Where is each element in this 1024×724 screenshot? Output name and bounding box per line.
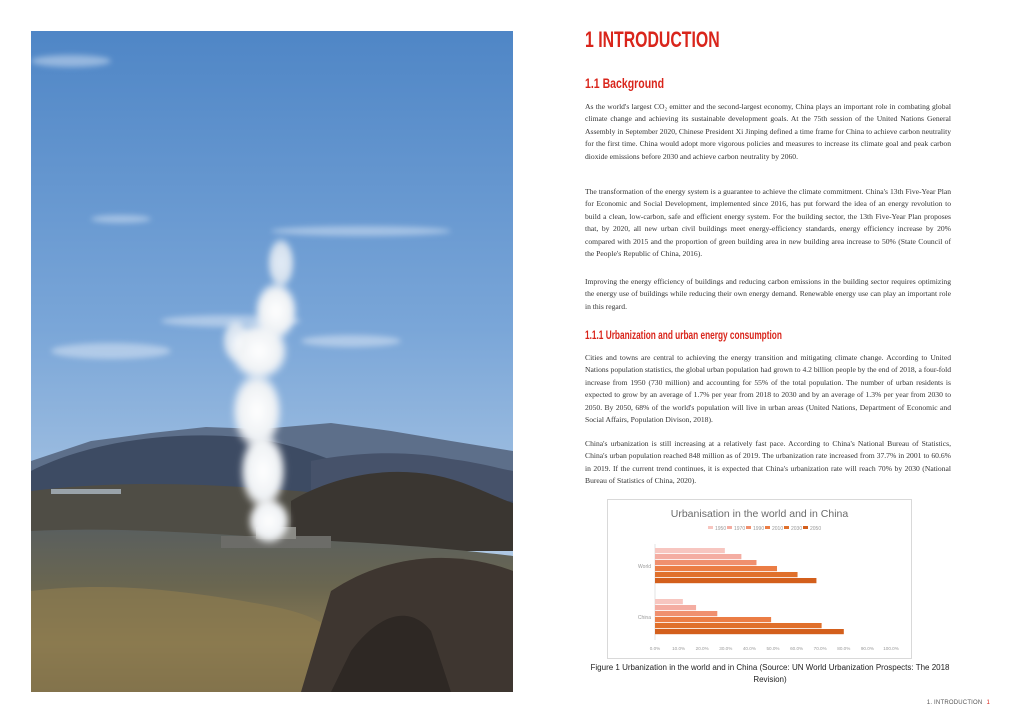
x-tick-label: 10.0% [672, 646, 686, 651]
figure-caption: Figure 1 Urbanization in the world and in China (Source: UN World Urbanization Prospects: The 2018 Revision) [590, 663, 950, 684]
legend-label-1950: 1950 [715, 526, 727, 532]
chart-title: Urbanisation in the world and in China [670, 508, 849, 520]
chart-plot [608, 500, 911, 658]
x-tick-label: 40.0% [742, 646, 756, 651]
x-tick-label: 0.0% [649, 646, 661, 651]
legend-label-2050: 2050 [810, 526, 822, 532]
legend-swatch-2030 [784, 526, 789, 529]
section-heading: 1.1 Background [585, 76, 664, 91]
chapter-heading: 1 INTRODUCTION [585, 27, 720, 52]
bar-world-2030 [655, 572, 798, 577]
x-tick-label: 70.0% [813, 646, 827, 651]
legend-label-2030: 2030 [791, 526, 803, 532]
paragraph-background-3: Improving the energy efficiency of buildings and reducing carbon emissions in the building sector requires optimizing the energy use of buildings while reducing their own energy demand. Renewable energy use can play an important role in this regard. [585, 277, 951, 311]
bar-world-1990 [655, 560, 756, 565]
x-tick-label: 90.0% [860, 646, 874, 651]
legend-swatch-1990 [746, 526, 751, 529]
legend-swatch-1950 [708, 526, 713, 529]
x-tick-label: 80.0% [837, 646, 851, 651]
bar-world-2050 [655, 578, 816, 583]
category-label-world: World [638, 564, 651, 570]
legend-label-1970: 1970 [734, 526, 746, 532]
legend-label-2010: 2010 [772, 526, 784, 532]
bar-china-1970 [655, 605, 696, 610]
page-number: 1 [986, 700, 990, 706]
bar-china-2030 [655, 623, 822, 628]
paragraph-urbanization-2: China's urbanization is still increasing at a relatively fast pace. According to China's National Bureau of Statistics, China's urban population reached 848 million as of 2019. The urbanization rate increased from 37.7% in 2001 to 60.6% in 2019. If the current trend continues, it is expected that China's urbanization rate will reach 70% by 2030 (National Bureau of Statistics of China, 2020). [585, 439, 951, 486]
legend-swatch-2010 [765, 526, 770, 529]
legend-swatch-1970 [727, 526, 732, 529]
geothermal-landscape-photo [31, 31, 513, 692]
paragraph-background-2: The transformation of the energy system is a guarantee to achieve the climate commitment. China's 13th Five-Year Plan for Economic and Social Development, implemented since 2016, has put forward the idea of an energy revolution to build a clean, low-carbon, safe and efficient energy system. For the building sector, the 13th Five-Year Plan proposes that, by 2020, all new urban civil buildings meet energy-efficiency standards, energy efficiency increase by 20% compared with 2015 and the proportion of green building area in new building area increase to 50% (State Council of the People's Republic of China, 2016). [585, 187, 951, 259]
bar-china-2050 [655, 629, 844, 634]
bar-world-2010 [655, 566, 777, 571]
x-tick-label: 30.0% [719, 646, 733, 651]
x-tick-label: 20.0% [695, 646, 709, 651]
bar-china-2010 [655, 617, 771, 622]
paragraph-urbanization-1: Cities and towns are central to achieving the energy transition and mitigating climate change. According to United Nations population statistics, the global urban population had grown to 4.2 billion people by the end of 2018, a four-fold increase from 1950 (730 million) and accounting for 55% of the total population. The number of urban residents is expected to grow by an average of 1.7% per year from 2018 to 2030 and by an average of 1.3% per year from 2030 to 2050. By 2050, 68% of the world's population will live in urban areas (United Nations, Department of Economic and Social Affairs, Population Divison, 2018). [585, 353, 951, 425]
page-footer [927, 700, 990, 706]
bar-china-1950 [655, 599, 683, 604]
bar-world-1950 [655, 548, 725, 553]
category-label-china: China [637, 615, 651, 621]
footer-section: 1. INTRODUCTION [926, 700, 983, 706]
legend-swatch-2050 [803, 526, 808, 529]
x-tick-label: 60.0% [790, 646, 804, 651]
x-tick-label: 50.0% [766, 646, 780, 651]
photo-artwork [31, 31, 513, 692]
bar-china-1990 [655, 611, 717, 616]
bar-world-1970 [655, 554, 741, 559]
urbanisation-chart [607, 499, 912, 659]
paragraph-background-1: As the world's largest CO₂ emitter and the second-largest economy, China plays an important role in combating global climate change and achieving its sustainable development goals. At the 75th session of the United Nations General Assembly in September 2020, Chinese President Xi Jinping defined a time frame for China to achieve carbon neutrality for the first time. China would adopt more vigorous policies and measures to increase its climate goal and peak carbon dioxide emissions before 2030 and achieve carbon neutrality by 2060. [585, 102, 951, 161]
subsection-heading: 1.1.1 Urbanization and urban energy consumption [585, 330, 782, 342]
legend-label-1990: 1990 [753, 526, 765, 532]
x-tick-label: 100.0% [883, 646, 899, 651]
